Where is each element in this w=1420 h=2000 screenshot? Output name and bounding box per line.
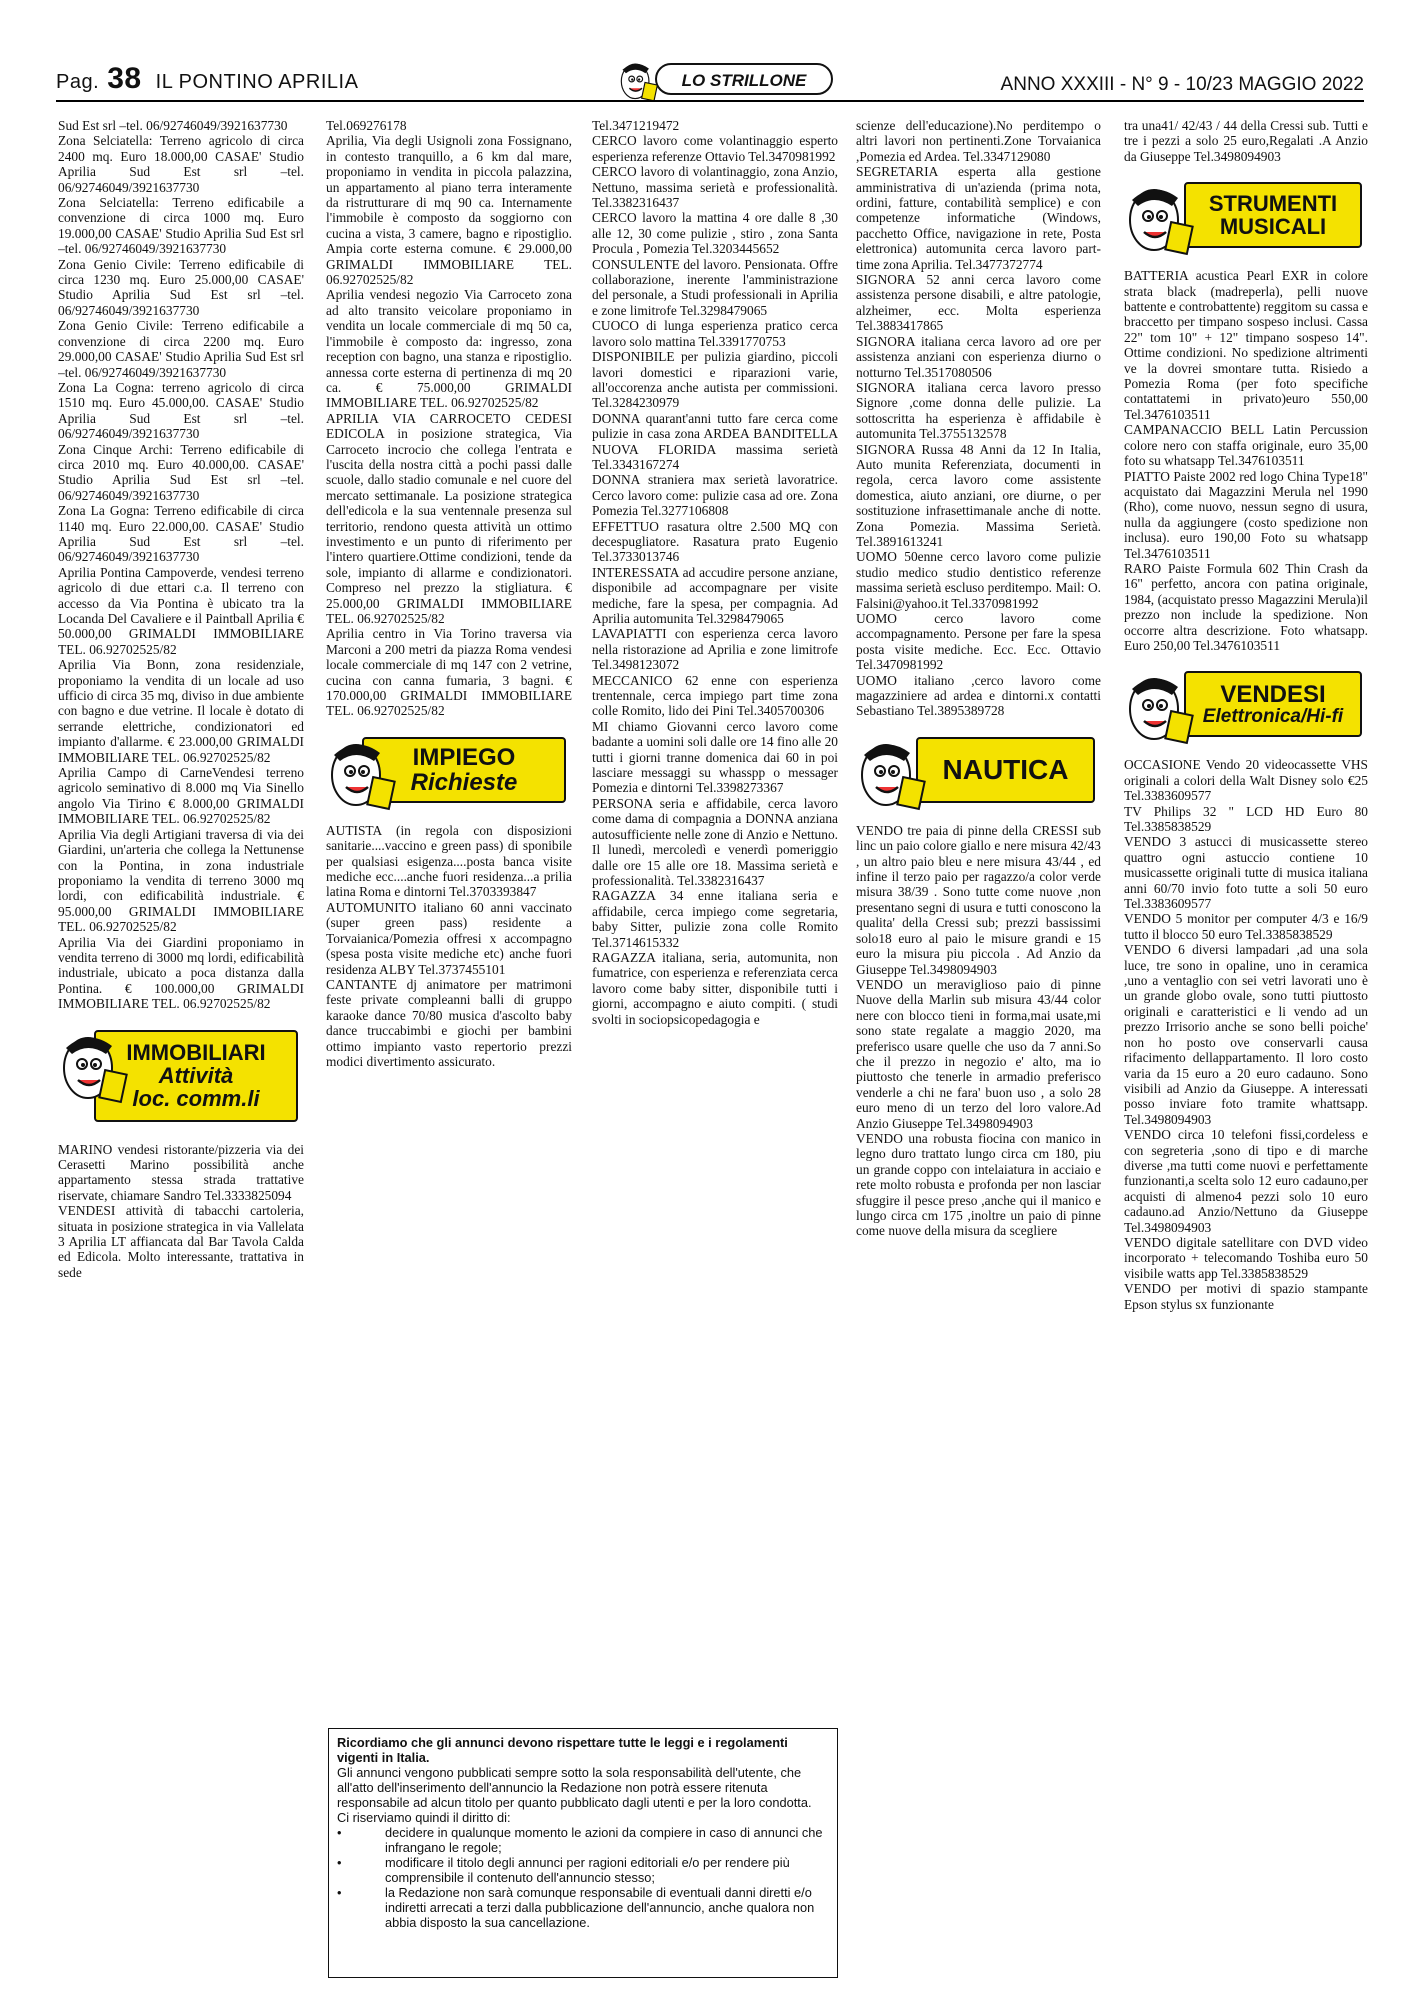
list-item: PIATTO Paiste 2002 red logo China Type18" acquistato dai Magazzini Merula nel 1990 (Rho), come nuovo, nessun segno di usura, nulla da aggiungere (costo spedizione non inclusa). euro 190,00 Foto su whatsapp Tel.3476103511 (1124, 468, 1368, 561)
column-2 (326, 118, 572, 1980)
mascot-icon (1124, 176, 1194, 256)
section-badge-strumenti (1124, 172, 1368, 258)
badge-subtitle: Richieste (410, 768, 518, 796)
list-item: SIGNORA Russa 48 Anni da 12 In Italia, Auto munita Referenziata, documenti in regola, cerca lavoro come assistente domestica, aiuto anziani, ore diurne, o per sostituzione infrasettimanale anche di notte. Zona Pomezia. Massima Serietà. Tel.3891613241 (856, 441, 1101, 549)
lo-strillone-logo (616, 56, 836, 102)
mascot-icon (856, 731, 926, 811)
list-item: Aprilia Via degli Artigiani traversa di via dei Giardini, un'arteria che collega la Nettunense con la Pontina, in zona industriale proponiamo la vendita di terreno 3000 mq lordi, con edificabilità industriale. € 95.000,00 GRIMALDI IMMOBILIARE TEL. 06.92702525/82 (58, 826, 304, 935)
list-item: VENDESI attività di tabacchi cartoleria, situata in posizione strategica in via Vallelata 3 Aprilia LT affiancata dal Bar Tavola Calda ed Edicola. Molto interessante, trattativa in sede (58, 1203, 304, 1280)
list-item: Tel.3471219472 (592, 118, 680, 133)
list-item: CONSULENTE del lavoro. Pensionata. Offre collaborazione, inerente l'amministrazione del personale, a Studi professionali in Aprilia e zone limitrofe Tel.3298479065 (592, 256, 838, 318)
list-item: DISPONIBILE per pulizia giardino, piccoli lavori domestici e riparazioni varie, all'occorenza anche autista per commissioni. Tel.3284230979 (592, 349, 838, 411)
publication-name: IL PONTINO APRILIA (155, 71, 359, 93)
list-item: MECCANICO 62 enne con esperienza trentennale, cerca impiego part time zona colle Romito, lido dei Pini Tel.3405700306 (592, 672, 838, 719)
ads-list-job-requests-3 (856, 118, 1101, 719)
list-item: tra una41/ 42/43 / 44 della Cressi sub. Tutti e tre i pezzi a solo 25 euro,Regalati .A Anzio da Giuseppe Tel.3498094903 (1124, 118, 1368, 164)
list-item: SIGNORA italiana cerca lavoro presso Signore ,come donna delle pulizie. La sottoscritta ha esperienza è affidabile è automunita Tel.3755132578 (856, 379, 1101, 442)
list-item: Tel.069276178 (326, 118, 407, 133)
list-item: MI chiamo Giovanni cerco lavoro come badante a uomini soli dalle ore 14 fino alle 20 tutti i giorni tranne domenica dai 60 in poi lasciare messaggi su whasspp o messager Pomezia e dintorni Tel.3398273367 (592, 718, 838, 796)
list-item: VENDO 5 monitor per computer 4/3 e 16/9 tutto il blocco 50 euro Tel.3385838529 (1124, 911, 1368, 942)
list-item: RARO Paiste Formula 602 Thin Crash da 16" perfetto, ancora con patina originale, 1984, (acquistato presso Magazzini Merula)il prezzo non include la spedizione. Non occorre altra descrizione. Foto whatsapp. Euro 250,00 Tel.3476103511 (1124, 560, 1368, 653)
section-badge-elettronica (1124, 661, 1368, 747)
notice-body: Gli annunci vengono pubblicati sempre sotto la sola responsabilità dell'utente, che all'atto dell'inserimento dell'annuncio la Redazione non potrà essere ritenuta responsabile ad alcun titolo per quanto pubblicato dagli utenti e per la loro condotta. (337, 1765, 812, 1810)
ads-list-real-estate-2 (326, 118, 572, 719)
list-item: VENDO 6 diversi lampadari ,ad una sola luce, tre sono in opaline, uno in ceramica ,uno a ventaglio con sei vetri lavorati uno è un grande globo ovale, sono tutti piuttosto originali e caratteristici e li vendo ad un prezzo Irrisorio anche se sono belli poiche' non ho posto ove conservarli causa rifacimento dellappartamento. Il loro costo varia da 15 euro a 20 euro cadauno. Sono visibili ad Anzio da Giuseppe. A interessati posso inviare foto tramite whattsapp. Tel.3498094903 (1124, 942, 1368, 1127)
ads-list-job-requests-2 (592, 118, 838, 1027)
list-item: VENDO digitale satellitare con DVD video incorporato + telecomando Toshiba euro 50 visibile watts app Tel.3385838529 (1124, 1234, 1368, 1281)
page-number-block (56, 62, 358, 96)
column-1 (58, 118, 304, 1980)
list-item: EFFETTUO rasatura oltre 2.500 MQ con decespugliatore. Rasatura prato Eugenio Tel.3733013746 (592, 518, 838, 565)
mascot-icon (58, 1024, 128, 1104)
issue-info: ANNO XXXIII - N° 9 - 10/23 MAGGIO 2022 (1000, 74, 1364, 95)
column-5 (1124, 118, 1368, 1980)
list-item: Zona Cinque Archi: Terreno edificabile di circa 2010 mq. Euro 40.000,00. CASAE' Studio Aprilia Sud Est srl –tel. 06/92746049/3921637730 (58, 441, 304, 503)
badge-box (1184, 182, 1362, 248)
list-item: TV Philips 32 " LCD HD Euro 80 Tel.3385838529 (1124, 803, 1368, 834)
badge-box (1184, 671, 1362, 737)
list-item: CERCO lavoro di volantinaggio, zona Anzio, Nettuno, massima serietà e professionalità. Tel.3382316437 (592, 164, 838, 211)
notice-intro: Ci riserviamo quindi il diritto di: (337, 1810, 511, 1825)
ads-list-real-estate (58, 118, 304, 1012)
list-item: VENDO un meraviglioso paio di pinne Nuove della Marlin sub misura 43/44 color nere con blocco tieni in forma,mai usate,mi sono state regalate a maggio 2020, ma preferisco usare quelle che uso da 7 anni.So che il prezzo in negozio e' alto, ma io piuttosto che tenerle in armadio preferisco venderle a chi ne fara' buon uso , a solo 28 euro meno di un terzo del loro valore.Ad Anzio Giuseppe Tel.3498094903 (856, 976, 1101, 1131)
logo-text: LO STRILLONE (681, 71, 807, 90)
list-item: Zona Genio Civile: Terreno edificabile a convenzione di circa 2200 mq. Euro 29.000,00 CASAE' Studio Aprilia Sud Est srl –tel. 06/92746049/3921637730 (58, 318, 304, 380)
ads-list-nautica (856, 823, 1101, 1239)
ads-list-electronics (1124, 757, 1368, 1312)
notice-item: • la Redazione non sarà comunque responsabile di eventuali danni diretti e/o indiretti arrecati a terzi dalla pubblicazione dell'annuncio, anche qualora non abbia disposto la sua cancellazione. (337, 1885, 829, 1930)
list-item: LAVAPIATTI con esperienza cerca lavoro nella ristorazione ad Aprilia e zone limitrofe Tel.3498123072 (592, 626, 838, 673)
list-item: Zona La Cogna: terreno agricolo di circa 1510 mq. Euro 45.000,00. CASAE' Studio Aprilia Sud Est srl –tel. 06/92746049/3921637730 (58, 379, 304, 442)
rules-notice-box (328, 1728, 838, 1978)
list-item: Aprilia Via dei Giardini proponiamo in vendita terreno di 3000 mq lordi, edificabilità industriale, ubicato a poca distanza dalla Pontina. € 100.000,00 GRIMALDI IMMOBILIARE TEL. 06.92702525/82 (58, 934, 304, 1012)
page-label: Pag. (56, 71, 100, 93)
list-item: VENDO per motivi di spazio stampante Epson stylus sx funzionante (1124, 1281, 1368, 1312)
badge-subtitle: Elettronica/Hi-fi (1202, 706, 1344, 727)
list-item: SEGRETARIA esperta alla gestione amministrativa di un'azienda (prima nota, ordini, fatture, contabilità semplice) e con competenze informatiche (Windows, pacchetto Office, navigazione in rete, Posta elettronica) automunita cerca lavoro part-time zona Aprilia. Tel.3477372774 (856, 164, 1101, 272)
list-item: SIGNORA 52 anni cerca lavoro come assistenza persone disabili, e altre patologie, alzheimer, ecc. Molta esperienza Tel.3883417865 (856, 272, 1101, 334)
list-item: APRILIA VIA CARROCETO CEDESI EDICOLA in posizione strategica, Via Carroceto incrocio che collega l'entrata e l'uscita della nostra città a pochi passi dalle scuole, dallo stadio comunale e nel cuore del mercato settimanale. La posizione strategica dell'edicola e la sua ventennale presenza sul territorio, rendono questa attività un ottimo investimento e un punto di riferimento per l'intero quartiere.Ottime condizioni, tende da sole, impianto di allarme e condizionatori. Compreso nel prezzo la stigliatura. € 25.000,00 GRIMALDI IMMOBILIARE TEL. 06.92702525/82 (326, 410, 572, 626)
list-item: Zona La Gogna: Terreno edificabile di circa 1140 mq. Euro 22.000,00. CASAE' Studio Aprilia Sud Est srl –tel. 06/92746049/3921637730 (58, 503, 304, 565)
list-item: Zona Genio Civile: Terreno edificabile di circa 1230 mq. Euro 25.000,00 CASAE' Studio Aprilia Sud Est srl –tel. 06/92746049/3921637730 (58, 256, 304, 318)
list-item: VENDO tre paia di pinne della CRESSI sub linc un paio colore giallo e nere misura 42/43 , un altro paio bleu e nere misura 43/44 , ed infine il terzo paio per ragazzo/a color verde misura 38/39 . Sono tutte come nuove ,non presentano segni di usura e tutti conoscono la qualita' della Cressi sub; prezzi bassissimi solo18 euro al paio le misure grandi e 15 euro la misura piu piccola . Ad Anzio da Giuseppe Tel.3498094903 (856, 822, 1101, 977)
list-item: Aprilia Pontina Campoverde, vendesi terreno agricolo di due ettari c.a. Il terreno con accesso da Via Pontina è ubicato tra la Locanda Del Cavaliere e il Paintball Aprilia € 50.000,00 GRIMALDI IMMOBILIARE TEL. 06.92702525/82 (58, 564, 304, 657)
list-item: UOMO italiano ,cerco lavoro come magazziniere ad ardea e dintorni.x contatti Sebastiano Tel.3895389728 (856, 672, 1101, 719)
list-item: SIGNORA italiana cerca lavoro ad ore per assistenza anziani con esperienza diurno o notturno Tel.3517080506 (856, 333, 1101, 380)
ads-list-job-requests (326, 823, 572, 1070)
list-item: Aprilia Via Bonn, zona residenziale, proponiamo la vendita di un locale ad uso ufficio di circa 35 mq, diviso in due ambiente con bagno e due vetrine. Il locale è dotato di serrande elettriche, condizionatori ed impianto d'allarme. € 23.000,00 GRIMALDI IMMOBILIARE TEL. 06.92702525/82 (58, 657, 304, 765)
badge-title: IMPIEGO (412, 743, 516, 771)
list-item: BATTERIA acustica Pearl EXR in colore strata black (madreperla), pelli nuove battente e controbattente) reggitom su cassa e braccetto per timpano sospeso inclusi. Cassa 22" tom 10" + 12" timpano sospeso 14". Ottime condizioni. No spedizione altrimenti ve la dovrei smontare tutta. Risiedo a Pomezia Roma (per foto specifiche contattatemi in privato)euro 550,00 Tel.3476103511 (1124, 268, 1368, 422)
list-item: CERCO lavoro la mattina 4 ore dalle 8 ,30 alle 12, 30 come pulizie , stiro , zona Santa Procula , Pomezia Tel.3203445652 (592, 210, 838, 257)
list-item: AUTISTA (in regola con disposizioni sanitarie....vaccino e green pass) di sponibile per qualsiasi esigenza....posta banca visite mediche ecc....anche fuori residenza...a prilia latina Roma e dintorni Tel.3703393847 (326, 822, 572, 900)
section-badge-nautica (856, 727, 1101, 813)
header-rule (56, 100, 1364, 102)
badge-box (916, 737, 1095, 803)
list-item: AUTOMUNITO italiano 60 anni vaccinato (super green pass) residente a Torvaianica/Pomezia offresi x accompagno (spesa posta visite mediche etc) anche fuori residenza ALBY Tel.3737455101 (326, 899, 572, 977)
list-item: INTERESSATA ad accudire persone anziane, disponibile ad accompagnare per visite mediche, fare la spesa, per compagnia. Ad Aprilia automunita Tel.3298479065 (592, 564, 838, 626)
notice-title: Ricordiamo che gli annunci devono rispettare tutte le leggi e i regolamenti vigenti in Italia. (337, 1735, 788, 1765)
notice-item: • decidere in qualunque momento le azioni da compiere in caso di annunci che infrangano le regole; (337, 1825, 829, 1855)
list-item: RAGAZZA italiana, seria, automunita, non fumatrice, con esperienza e referenziata cerca lavoro come baby sitter, disponibile tutti i giorni, accompagno e aiuto compiti. ( studi svolti in sociopsicopedagogia e (592, 949, 838, 1027)
list-item: CAMPANACCIO BELL Latin Percussion colore nero con staffa originale, euro 35,00 foto su whatsapp Tel.3476103511 (1124, 422, 1368, 469)
list-item: Zona Selciatella: Terreno edificabile a convenzione di circa 1000 mq. Euro 19.000,00 CASAE' Studio Aprilia Sud Est srl –tel. 06/92746049/3921637730 (58, 195, 304, 257)
list-item: UOMO cerco lavoro come accompagnamento. Persone per fare la spesa posta visite mediche. Ecc. Ecc. Ottavio Tel.3470981992 (856, 611, 1101, 673)
list-item: OCCASIONE Vendo 20 videocassette VHS originali a colori della Walt Disney solo €25 Tel.3383609577 (1124, 757, 1368, 804)
mascot-icon (1124, 665, 1194, 745)
mascot-icon (326, 731, 396, 811)
ads-list-instruments (1124, 268, 1368, 653)
list-item: RAGAZZA 34 enne italiana seria e affidabile, cerca impiego come segretaria, baby Sitter, pulizie zona colle Romito Tel.3714615332 (592, 888, 838, 950)
list-item: Zona Selciatella: Terreno agricolo di circa 2400 mq. Euro 18.000,00 CASAE' Studio Aprilia Sud Est srl –tel. 06/92746049/3921637730 (58, 133, 304, 195)
column-3 (592, 118, 838, 1718)
section-badge-impiego (326, 727, 572, 813)
badge-title: STRUMENTI (1208, 191, 1338, 217)
list-item: CUOCO di lunga esperienza pratico cerca lavoro solo mattina Tel.3391770753 (592, 318, 838, 349)
list-item: PERSONA seria e affidabile, cerca lavoro come dama di compagnia a DONNA anziana autosufficiente nelle zone di Anzio e Nettuno. Il lunedì, mercoledì e venerdì pomeriggio dalle ore 15 alle ore 18. Massima serietà e professionalità. Tel.3382316437 (592, 795, 838, 888)
list-item: scienze dell'educazione).No perditempo o altri lavori non pertinenti.Zone Torvaianica ,Pomezia ed Ardea. Tel.3347129080 (856, 118, 1101, 164)
list-item: CERCO lavoro come volantinaggio esperto esperienza referenze Ottavio Tel.3470981992 (592, 133, 838, 164)
badge-title: NAUTICA (942, 754, 1069, 786)
list-item: VENDO circa 10 telefoni fissi,cordeless e con segreteria ,sono di tipo e di marche diverse ,ma tutti come nuovi e perfettamente funzionanti,a scelta solo 12 euro cadauno,per acquisti di almeno4 pezzi solo 10 euro cadauno.ad Anzio/Nettuno da Giuseppe Tel.3498094903 (1124, 1127, 1368, 1235)
list-item: Aprilia vendesi negozio Via Carroceto zona ad alto transito veicolare proponiamo in vendita un locale commerciale di mq 50 ca, l'immobile è composto da: ingresso, zona reception con bagno, una stanza e ripostiglio. annessa corte esterna di pertinenza di mq 20 ca. € 75.000,00 GRIMALDI IMMOBILIARE TEL. 06.92702525/82 (326, 287, 572, 411)
section-badge-immobiliari (58, 1020, 304, 1132)
list-item: Aprilia Campo di CarneVendesi terreno agricolo seminativo di 8.000 mq Via Sinello angolo Via Tirino € 8.000,00 GRIMALDI IMMOBILIARE TEL. 06.92702525/82 (58, 765, 304, 827)
list-item: VENDO una robusta fiocina con manico in legno duro trattato lungo circa cm 180, piu un grande coppo con intelaiatura in acciaio e rete molto robusta e profonda per non lasciar sfuggire il pesce preso ,anche qui il manico e lungo circa cm 175 ,inoltre un paio di pinne come nuove della misura da scegliere (856, 1130, 1101, 1239)
list-item: Sud Est srl –tel. 06/92746049/3921637730 (58, 118, 288, 133)
list-item: VENDO 3 astucci di musicassette stereo quattro ogni astuccio contiene 10 musicassette originali tutte di musica italiana anni 60/70 invio foto tutte a soli 50 euro Tel.3383609577 (1124, 834, 1368, 912)
page-number: 38 (107, 62, 142, 95)
ads-list-activities (58, 1142, 304, 1281)
page-header (56, 60, 1364, 102)
badge-subtitle: Attività (158, 1063, 234, 1089)
badge-subtitle-2: loc. comm.li (132, 1086, 260, 1112)
list-item: DONNA quarant'anni tutto fare cerca come pulizie in casa zona ARDEA BANDITELLA NUOVA FLORIDA massima serietà Tel.3343167274 (592, 410, 838, 472)
notice-item: • modificare il titolo degli annunci per ragioni editoriali e/o per rendere più comprensibile il contenuto dell'annuncio stesso; (337, 1855, 829, 1885)
badge-title: IMMOBILIARI (126, 1039, 266, 1065)
list-item: Aprilia centro in Via Torino traversa via Marconi a 200 metri da piazza Roma vendesi locale commerciale di mq 147 con 2 vetrine, cucina con canna fumaria, 3 bagni. € 170.000,00 GRIMALDI IMMOBILIARE TEL. 06.92702525/82 (326, 626, 572, 719)
badge-title: VENDESI (1220, 680, 1326, 708)
list-item: DONNA straniera max serietà lavoratrice. Cerco lavoro come: pulizie casa ad ore. Zona Pomezia Tel.3277106808 (592, 472, 838, 519)
list-item: UOMO 50enne cerco lavoro come pulizie studio medico studio dentistico referenze massima serietà escluso perditempo. Mail: O. Falsini@yahoo.it Tel.3370981992 (856, 549, 1101, 611)
list-item: CANTANTE dj animatore per matrimoni feste private compleanni balli di gruppo karaoke dance 70/80 musica d'ascolto baby dance truccabimbi e giochi per bambini ottimo impianto vasto repertorio prezzi modici divertimento assicurato. (326, 976, 572, 1069)
badge-subtitle: MUSICALI (1219, 214, 1327, 240)
list-item: Aprilia, Via degli Usignoli zona Fossignano, in contesto tranquillo, a 6 km dal mare, proponiamo in vendita in piccola palazzina, un appartamento al piano terra interamente da ristrutturare di mq 90 ca. Internamente l'immobile è composto da soggiorno con cucina a vista, 3 camere, bagno e ripostiglio. Ampia corte esterna comune. € 29.000,00 GRIMALDI IMMOBILIARE TEL. 06.92702525/82 (326, 133, 572, 288)
list-item: MARINO vendesi ristorante/pizzeria via dei Cerasetti Marino possibilità anche appartamento stessa strada trattative riservate, chiamare Sandro Tel.3333825094 (58, 1141, 304, 1203)
column-4 (856, 118, 1101, 1980)
